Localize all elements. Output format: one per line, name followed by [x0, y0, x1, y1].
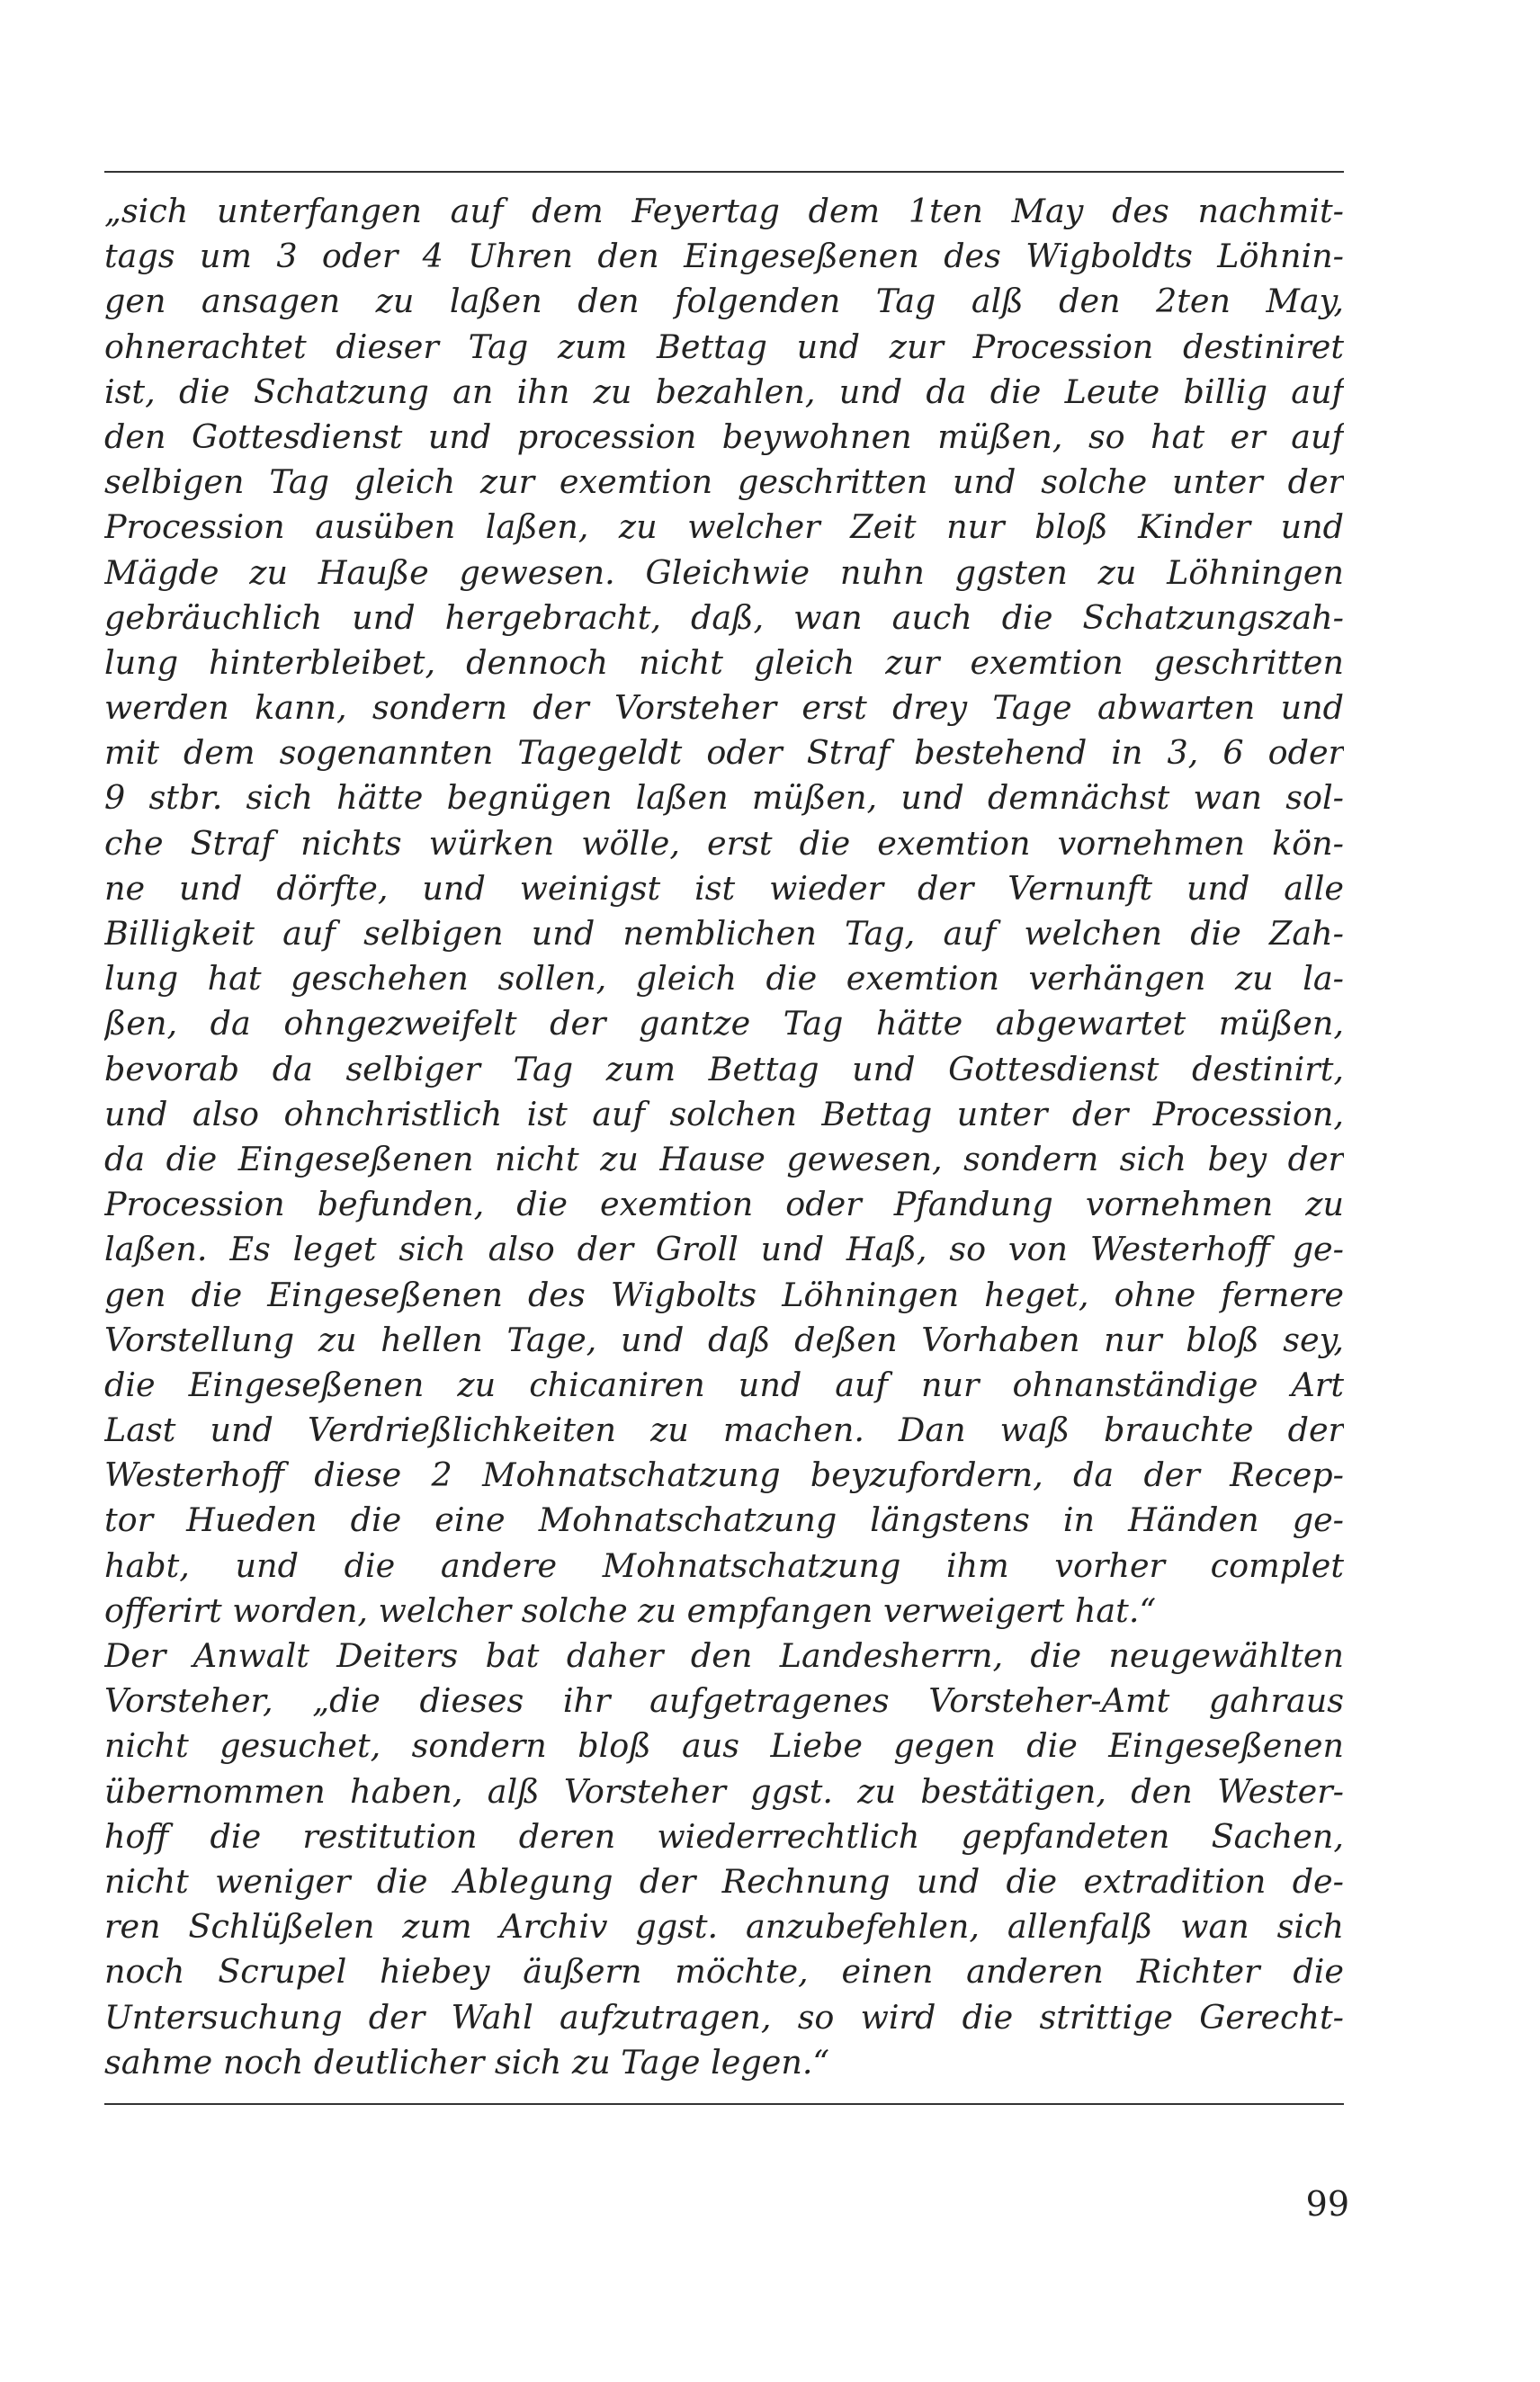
- text-line: die Eingeseßenen zu chicaniren und auf nur ohnanständige Art: [104, 1365, 1344, 1404]
- text-line: hoff die restitution deren wiederrechtlich gepfandeten Sachen,: [104, 1816, 1344, 1856]
- text-line: Der Anwalt Deiters bat daher den Landesherrn, die neugewählten: [104, 1636, 1344, 1675]
- text-line: Procession ausüben laßen, zu welcher Zeit nur bloß Kinder und: [104, 507, 1344, 547]
- text-line: ohnerachtet dieser Tag zum Bettag und zur Procession destiniret: [104, 327, 1344, 366]
- text-line: noch Scrupel hiebey äußern möchte, einen anderen Richter die: [104, 1952, 1344, 1992]
- text-line: den Gottesdienst und procession beywohnen müßen, so hat er auf: [104, 416, 1344, 456]
- text-line: che Straf nichts würken wölle, erst die exemtion vornehmen kön-: [104, 823, 1344, 863]
- text-line: lung hat geschehen sollen, gleich die exemtion verhängen zu la-: [104, 959, 1344, 998]
- text-line: Mägde zu Hauße gewesen. Gleichwie nuhn ggsten zu Löhningen: [104, 552, 1344, 592]
- text-line: tags um 3 oder 4 Uhren den Eingeseßenen des Wigboldts Löhnin-: [104, 237, 1344, 276]
- text-line: Vorsteher, „die dieses ihr aufgetragenes Vorsteher-Amt gahraus: [104, 1681, 1344, 1721]
- quoted-text-block: [104, 189, 1344, 2085]
- text-line: bevorab da selbiger Tag zum Bettag und Gottesdienst destinirt,: [104, 1049, 1344, 1088]
- text-line: mit dem sogenannten Tagegeldt oder Straf bestehend in 3, 6 oder: [104, 733, 1344, 773]
- text-line: Vorstellung zu hellen Tage, und daß deßen Vorhaben nur bloß sey,: [104, 1320, 1344, 1359]
- text-line: laßen. Es leget sich also der Groll und Haß, so von Westerhoff ge-: [104, 1230, 1344, 1269]
- text-line: da die Eingeseßenen nicht zu Hause gewesen, sondern sich bey der: [104, 1139, 1344, 1178]
- text-line: 9 stbr. sich hätte begnügen laßen müßen, und demnächst wan sol-: [104, 778, 1344, 818]
- text-line: gen ansagen zu laßen den folgenden Tag alß den 2ten May,: [104, 282, 1344, 321]
- top-rule: [104, 171, 1344, 173]
- text-line: ren Schlüßelen zum Archiv ggst. anzubefehlen, allenfalß wan sich: [104, 1907, 1344, 1947]
- text-line: und also ohnchristlich ist auf solchen Bettag unter der Procession,: [104, 1094, 1344, 1133]
- text-line: Billigkeit auf selbigen und nemblichen Tag, auf welchen die Zah-: [104, 914, 1344, 953]
- bottom-rule: [104, 2103, 1344, 2105]
- text-line: selbigen Tag gleich zur exemtion geschritten und solche unter der: [104, 462, 1344, 502]
- text-line: Untersuchung der Wahl aufzutragen, so wird die strittige Gerecht-: [104, 1997, 1344, 2037]
- text-line: habt, und die andere Mohnatschatzung ihm vorher complet: [104, 1545, 1344, 1585]
- text-line: ßen, da ohngezweifelt der gantze Tag hätte abgewartet müßen,: [104, 1004, 1344, 1043]
- text-line: Westerhoff diese 2 Mohnatschatzung beyzufordern, da der Recep-: [104, 1455, 1344, 1495]
- text-line: „sich unterfangen auf dem Feyertag dem 1ten May des nachmit-: [104, 192, 1344, 230]
- text-line: übernommen haben, alß Vorsteher ggst. zu bestätigen, den Wester-: [104, 1771, 1344, 1811]
- text-line: nicht weniger die Ablegung der Rechnung und die extradition de-: [104, 1861, 1344, 1901]
- page-number: 99: [1305, 2184, 1349, 2224]
- text-line: Last und Verdrießlichkeiten zu machen. Dan waß brauchte der: [104, 1410, 1344, 1450]
- text-line: ist, die Schatzung an ihn zu bezahlen, und da die Leute billig auf: [104, 372, 1344, 411]
- text-line: sahme noch deutlicher sich zu Tage legen.“: [104, 2042, 830, 2082]
- text-line: tor Hueden die eine Mohnatschatzung längstens in Händen ge-: [104, 1500, 1344, 1540]
- text-line: werden kann, sondern der Vorsteher erst drey Tage abwarten und: [104, 688, 1344, 728]
- text-line: nicht gesuchet, sondern bloß aus Liebe gegen die Eingeseßenen: [104, 1726, 1344, 1766]
- text-line: ne und dörfte, und weinigst ist wieder der Vernunft und alle: [104, 868, 1344, 908]
- text-line: gebräuchlich und hergebracht, daß, wan auch die Schatzungszah-: [104, 597, 1344, 637]
- text-line: lung hinterbleibet, dennoch nicht gleich zur exemtion geschritten: [104, 642, 1344, 682]
- text-line: gen die Eingeseßenen des Wigbolts Löhningen heget, ohne fernere: [104, 1275, 1344, 1314]
- text-line: offerirt worden, welcher solche zu empfangen verweigert hat.“: [104, 1590, 1157, 1630]
- text-line: Procession befunden, die exemtion oder Pfandung vornehmen zu: [104, 1185, 1344, 1224]
